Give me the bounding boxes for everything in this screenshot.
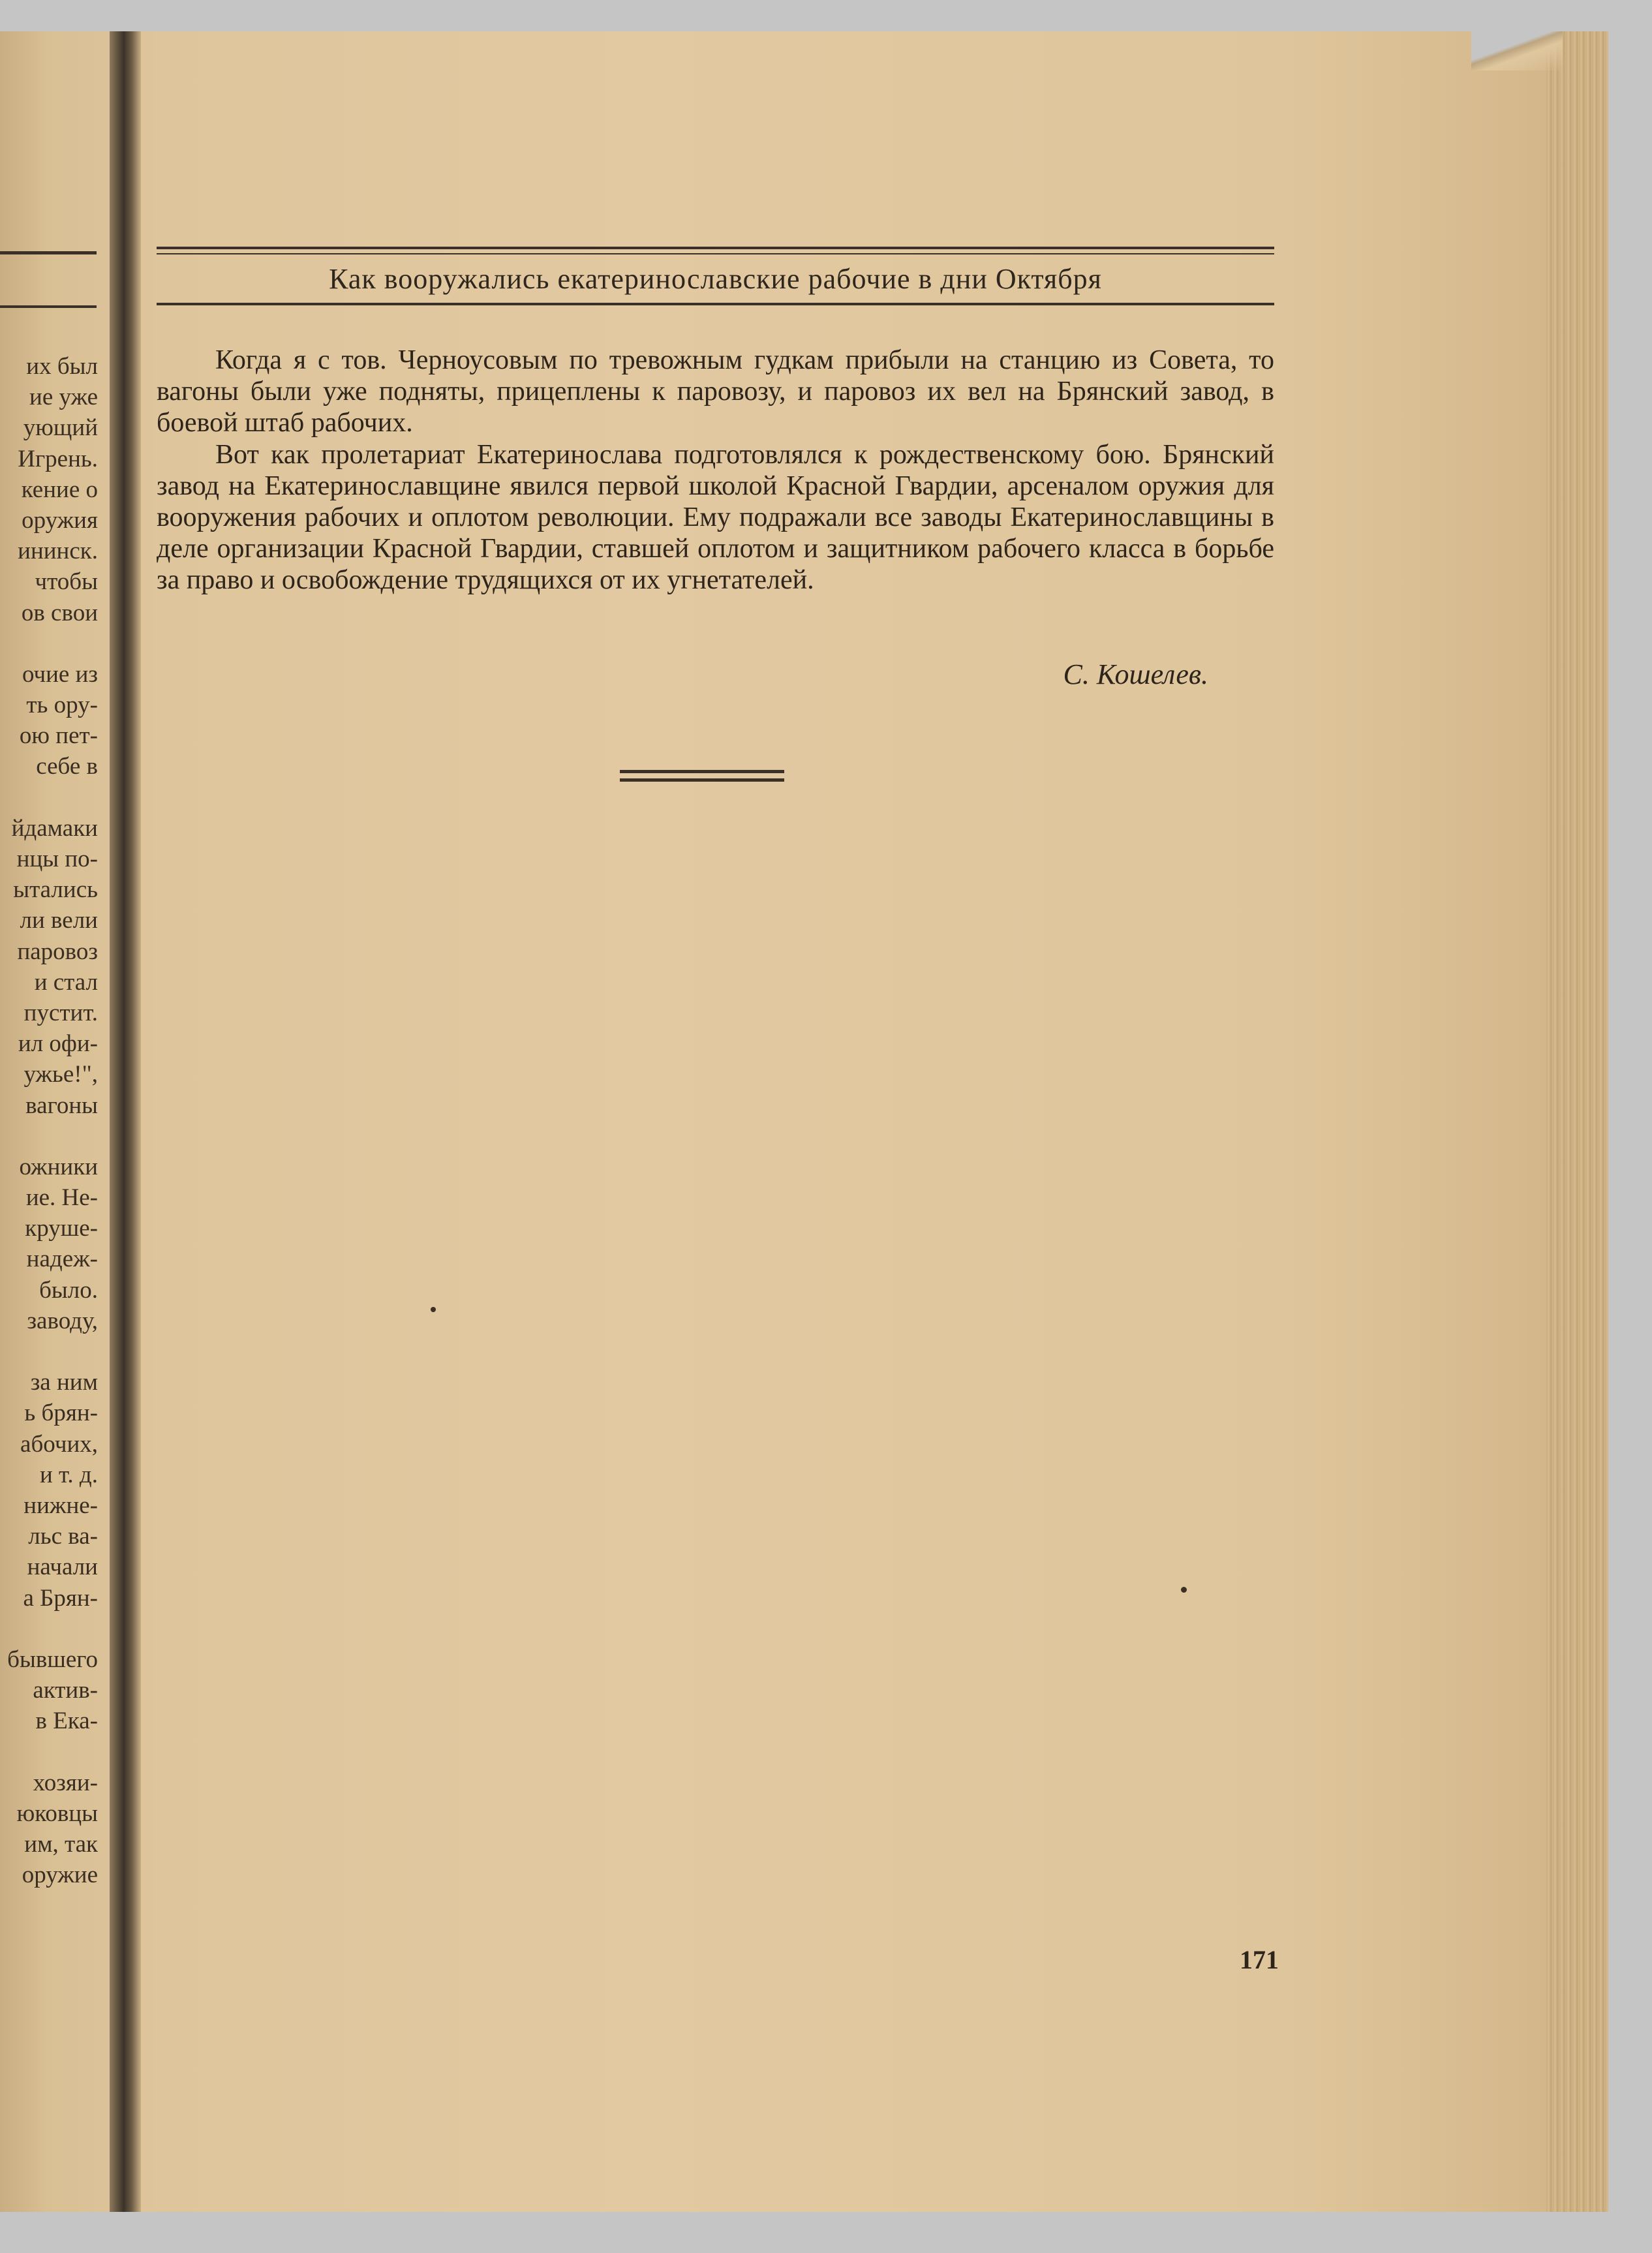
left-page-line: хозяи- [33, 1769, 98, 1796]
left-page-line: нцы по- [16, 846, 98, 872]
left-page-line: круше- [25, 1215, 98, 1242]
left-page-line: вагоны [25, 1092, 98, 1119]
left-page-line: им, так [24, 1831, 98, 1858]
left-page-line: бывшего [7, 1646, 98, 1673]
left-page-line: ожники [19, 1153, 98, 1180]
left-page-rule [0, 305, 97, 308]
left-page-line: чтобы [35, 568, 98, 596]
paragraph: Когда я с тов. Черноусовым по тревожным гудкам прибыли на станцию из Совета, то вагоны были уже подняты, прицеплены к паровозу, и паровоз их вел на Брянский завод, в боевой штаб рабочих. [157, 345, 1274, 438]
author-signature: С. Кошелев. [1063, 658, 1208, 690]
left-page-line: ужье!", [23, 1061, 98, 1088]
page-number: 171 [1240, 1945, 1279, 1974]
left-page-line: оружия [22, 506, 98, 534]
header-rule-top [157, 247, 1274, 249]
left-page-line: йдамаки [11, 814, 98, 842]
header-rule-bottom [157, 303, 1274, 305]
book-gutter [110, 31, 141, 2212]
article-heading: Как вооружались екатеринославские рабочие в дни Октября [329, 263, 1102, 295]
left-page-line [0, 782, 98, 813]
left-page-line: оружие [22, 1862, 98, 1889]
left-page-line: ли вели [20, 907, 98, 934]
left-page-line [0, 628, 98, 659]
left-page-line: себе в [36, 753, 98, 780]
left-page-line: за ним [30, 1369, 98, 1396]
left-page-line: Игрень. [18, 445, 98, 472]
left-page-line: кение о [21, 476, 98, 503]
left-page-line: заводу, [27, 1307, 98, 1334]
left-page-line: надеж- [26, 1246, 98, 1273]
left-page-line: нижне- [23, 1492, 98, 1519]
ornament-rule [620, 778, 784, 782]
left-page-line [0, 1336, 98, 1367]
left-page-line [0, 1614, 98, 1644]
left-page-line: и стал [34, 968, 98, 996]
left-page-line: их был [26, 353, 98, 380]
page-edge [1546, 31, 1608, 2212]
left-page-line: в Ека- [35, 1708, 98, 1735]
left-page-line: юковцы [16, 1800, 98, 1827]
left-page-line [0, 1121, 98, 1152]
left-page-line: было. [39, 1276, 98, 1304]
left-page-line: ие уже [29, 384, 98, 411]
left-page-line: ующий [23, 414, 98, 442]
left-page-line: абочих, [20, 1430, 98, 1458]
ink-speck [1181, 1587, 1187, 1593]
left-page-line: ие. Не- [25, 1184, 98, 1212]
left-page-line: а Брян- [23, 1584, 98, 1612]
left-page-text [0, 351, 98, 1890]
left-page-line: ою пет- [19, 722, 98, 750]
left-page-line: ил офи- [18, 1030, 98, 1058]
corner-fold [1471, 31, 1563, 70]
left-page-rule [0, 251, 97, 254]
ornament-rule [620, 770, 784, 773]
header-rule-top-thin [157, 253, 1274, 254]
left-page-line: и т. д. [39, 1461, 98, 1488]
left-page-line: очие из [22, 660, 98, 688]
left-page-line: ов свои [21, 599, 98, 626]
left-page-line: актив- [33, 1677, 98, 1704]
left-page-line: льс ва- [28, 1523, 98, 1550]
article-body [157, 345, 1274, 596]
paragraph: Вот как пролетариат Екатеринослава подготовлялся к рождественскому бою. Брянский завод на Екатеринославщине явился первой школой Красной Гвардии, арсеналом оружия для вооружения рабочих и оплотом революции. Ему подражали все заводы Екатеринославщины в деле организации Красной Гвардии, ставшей оплотом и защитником рабочего класса в борьбе за право и освобождение трудящихся от их угнетателей. [157, 439, 1274, 596]
left-page-line: паровоз [17, 938, 98, 965]
left-page-line: пустит. [23, 999, 98, 1026]
left-page-line: ининск. [18, 538, 98, 565]
left-page-line: ь брян- [24, 1400, 98, 1427]
left-page-line: начали [27, 1554, 98, 1581]
scanned-page [0, 31, 1608, 2212]
left-page-line [0, 1736, 98, 1767]
left-page-line: ть ору- [26, 692, 98, 719]
ink-speck [431, 1307, 436, 1312]
left-page-line: ытались [13, 876, 98, 904]
